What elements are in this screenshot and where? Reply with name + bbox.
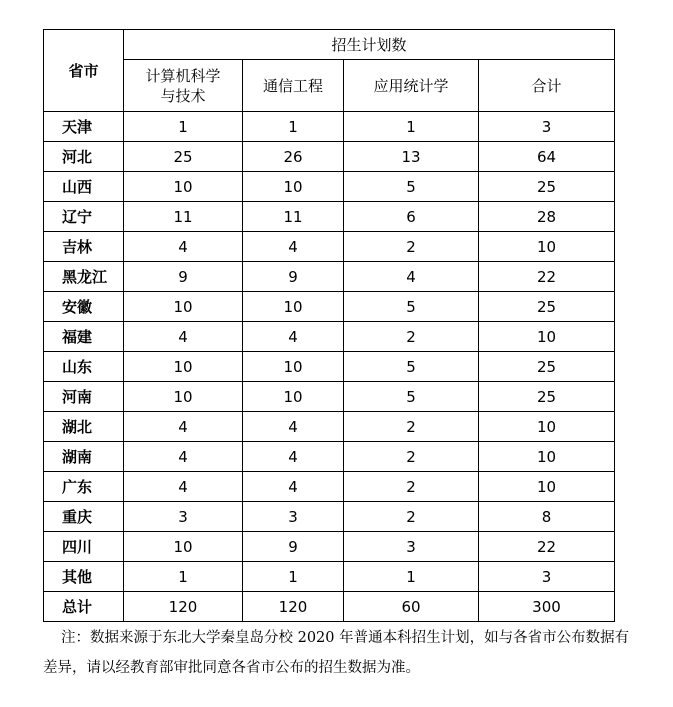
cell-total: 10 (479, 412, 615, 442)
cell-total: 3 (479, 112, 615, 142)
cell-communication-engineering: 11 (243, 202, 344, 232)
cell-total: 10 (479, 232, 615, 262)
cell-communication-engineering: 10 (243, 382, 344, 412)
cell-communication-engineering: 10 (243, 292, 344, 322)
table-row (44, 562, 615, 592)
cell-computer-science: 10 (124, 382, 243, 412)
table-row (44, 412, 615, 442)
cell-communication-engineering: 10 (243, 352, 344, 382)
table-row (44, 262, 615, 292)
cell-communication-engineering: 9 (243, 532, 344, 562)
cell-total: 25 (479, 382, 615, 412)
cell-total: 64 (479, 142, 615, 172)
cell-applied-statistics: 6 (344, 202, 479, 232)
total-grand: 300 (479, 592, 615, 622)
cell-applied-statistics: 2 (344, 322, 479, 352)
table-header-row (44, 30, 615, 60)
cell-computer-science: 25 (124, 142, 243, 172)
table-row (44, 322, 615, 352)
province-cell: 湖南 (44, 442, 124, 472)
cell-total: 10 (479, 322, 615, 352)
cell-total: 25 (479, 172, 615, 202)
cell-computer-science: 4 (124, 412, 243, 442)
cell-computer-science: 11 (124, 202, 243, 232)
cell-communication-engineering: 4 (243, 232, 344, 262)
cell-communication-engineering: 26 (243, 142, 344, 172)
province-cell: 四川 (44, 532, 124, 562)
province-cell: 吉林 (44, 232, 124, 262)
cell-computer-science: 10 (124, 352, 243, 382)
table-row (44, 382, 615, 412)
cell-applied-statistics: 4 (344, 262, 479, 292)
cell-total: 22 (479, 532, 615, 562)
cell-applied-statistics: 2 (344, 412, 479, 442)
province-cell: 河北 (44, 142, 124, 172)
cell-communication-engineering: 10 (243, 172, 344, 202)
column-header-communication-engineering: 通信工程 (243, 60, 344, 112)
cell-applied-statistics: 3 (344, 532, 479, 562)
cell-applied-statistics: 2 (344, 232, 479, 262)
province-cell: 福建 (44, 322, 124, 352)
cell-computer-science: 4 (124, 322, 243, 352)
table-row (44, 292, 615, 322)
province-cell: 山东 (44, 352, 124, 382)
cell-total: 3 (479, 562, 615, 592)
total-communication-engineering: 120 (243, 592, 344, 622)
table-row (44, 142, 615, 172)
cell-total: 25 (479, 352, 615, 382)
enrollment-plan-group-header: 招生计划数 (124, 30, 615, 60)
cell-computer-science: 1 (124, 562, 243, 592)
cell-computer-science: 4 (124, 232, 243, 262)
total-row (44, 592, 615, 622)
province-cell: 辽宁 (44, 202, 124, 232)
cell-communication-engineering: 1 (243, 562, 344, 592)
cell-applied-statistics: 1 (344, 562, 479, 592)
cell-communication-engineering: 4 (243, 412, 344, 442)
cell-total: 25 (479, 292, 615, 322)
column-header-applied-statistics: 应用统计学 (344, 60, 479, 112)
cell-applied-statistics: 5 (344, 292, 479, 322)
table-row (44, 502, 615, 532)
province-cell: 其他 (44, 562, 124, 592)
table-row (44, 472, 615, 502)
cell-applied-statistics: 2 (344, 442, 479, 472)
cell-applied-statistics: 5 (344, 382, 479, 412)
source-note: 注：数据来源于东北大学秦皇岛分校 2020 年普通本科招生计划，如与各省市公布数据有差异，请以经教育部审批同意各省市公布的招生数据为准。 (43, 630, 630, 676)
cell-computer-science: 1 (124, 112, 243, 142)
cell-applied-statistics: 13 (344, 142, 479, 172)
cell-applied-statistics: 1 (344, 112, 479, 142)
table-row (44, 442, 615, 472)
cell-communication-engineering: 3 (243, 502, 344, 532)
cell-communication-engineering: 4 (243, 322, 344, 352)
province-cell: 河南 (44, 382, 124, 412)
province-column-header: 省市 (44, 30, 124, 112)
cell-communication-engineering: 9 (243, 262, 344, 292)
cell-communication-engineering: 1 (243, 112, 344, 142)
province-cell: 天津 (44, 112, 124, 142)
table-row (44, 532, 615, 562)
table-row (44, 172, 615, 202)
column-header-computer-science: 计算机科学 与技术 (124, 60, 243, 112)
total-computer-science: 120 (124, 592, 243, 622)
cell-computer-science: 3 (124, 502, 243, 532)
cell-computer-science: 10 (124, 292, 243, 322)
province-cell: 重庆 (44, 502, 124, 532)
cell-computer-science: 4 (124, 472, 243, 502)
enrollment-plan-table (43, 29, 615, 622)
province-cell: 安徽 (44, 292, 124, 322)
cell-communication-engineering: 4 (243, 472, 344, 502)
table-body (44, 112, 615, 592)
cell-computer-science: 4 (124, 442, 243, 472)
province-cell: 山西 (44, 172, 124, 202)
total-applied-statistics: 60 (344, 592, 479, 622)
cell-total: 8 (479, 502, 615, 532)
cell-applied-statistics: 2 (344, 502, 479, 532)
table-row (44, 112, 615, 142)
cell-total: 22 (479, 262, 615, 292)
cell-total: 28 (479, 202, 615, 232)
table-row (44, 232, 615, 262)
cell-applied-statistics: 5 (344, 352, 479, 382)
cell-computer-science: 10 (124, 172, 243, 202)
total-row-label: 总计 (44, 592, 124, 622)
province-cell: 广东 (44, 472, 124, 502)
table-subheader-row (44, 60, 615, 112)
cell-total: 10 (479, 442, 615, 472)
province-cell: 湖北 (44, 412, 124, 442)
column-header-total: 合计 (479, 60, 615, 112)
province-cell: 黑龙江 (44, 262, 124, 292)
cell-computer-science: 9 (124, 262, 243, 292)
cell-communication-engineering: 4 (243, 442, 344, 472)
table-row (44, 202, 615, 232)
table-row (44, 352, 615, 382)
cell-applied-statistics: 2 (344, 472, 479, 502)
cell-total: 10 (479, 472, 615, 502)
cell-applied-statistics: 5 (344, 172, 479, 202)
cell-computer-science: 10 (124, 532, 243, 562)
